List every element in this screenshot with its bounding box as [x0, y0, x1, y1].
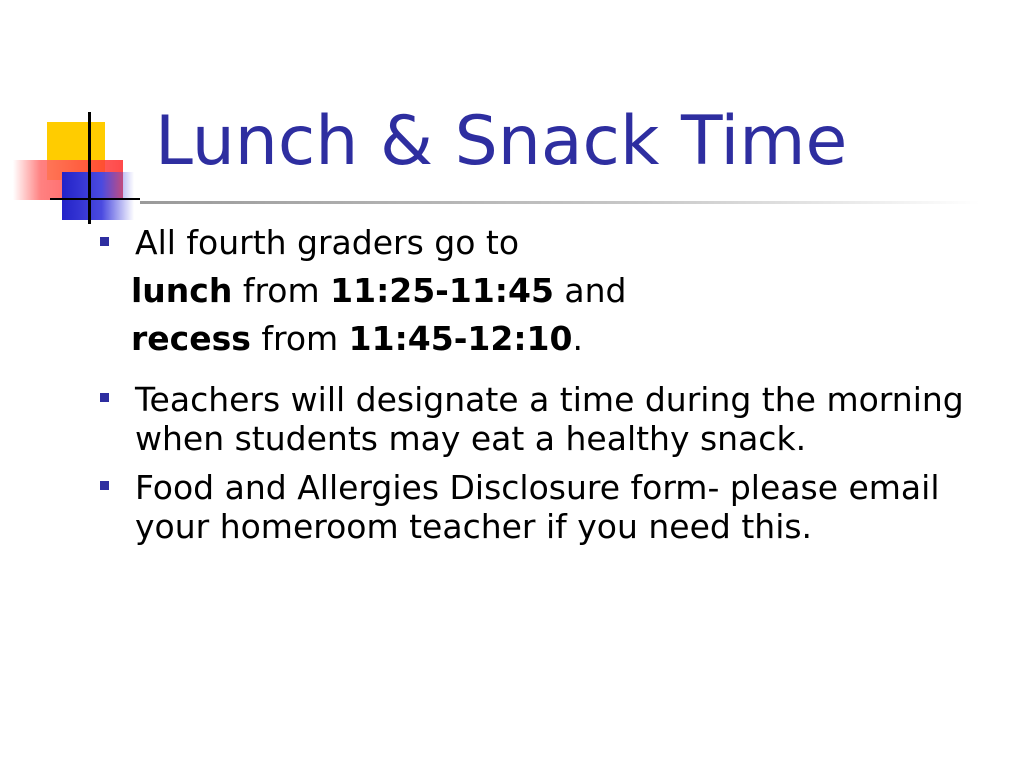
connector-text: and	[553, 271, 627, 310]
lunch-time: 11:25-11:45	[330, 271, 554, 310]
vertical-line-decoration	[88, 112, 91, 224]
bullet-item-lunch-schedule	[97, 219, 987, 363]
lunch-label: lunch	[131, 271, 233, 310]
connector-text: from	[232, 271, 331, 310]
period-text: .	[572, 319, 583, 358]
bullet-text: Teachers will designate a time during the morning when students may eat a healthy snack.	[135, 380, 964, 458]
slide-title: Lunch & Snack Time	[155, 102, 848, 181]
horizontal-line-decoration	[50, 198, 140, 200]
square-bullet-icon	[100, 481, 109, 490]
lunch-time-line	[131, 267, 987, 315]
recess-time: 11:45-12:10	[348, 319, 573, 358]
bullet-list	[97, 219, 987, 546]
blue-square-decoration	[62, 172, 134, 220]
bullet-item-allergies-form	[97, 468, 987, 546]
connector-text: from	[250, 319, 349, 358]
bullet-text: Food and Allergies Disclosure form- please email your homeroom teacher if you need this.	[135, 468, 940, 546]
recess-label: recess	[131, 319, 251, 358]
bullet-item-snack	[97, 380, 987, 458]
square-bullet-icon	[100, 237, 109, 246]
recess-time-line	[131, 315, 987, 363]
title-underline	[140, 201, 980, 204]
square-bullet-icon	[100, 393, 109, 402]
bullet-line: All fourth graders go to	[135, 223, 520, 262]
